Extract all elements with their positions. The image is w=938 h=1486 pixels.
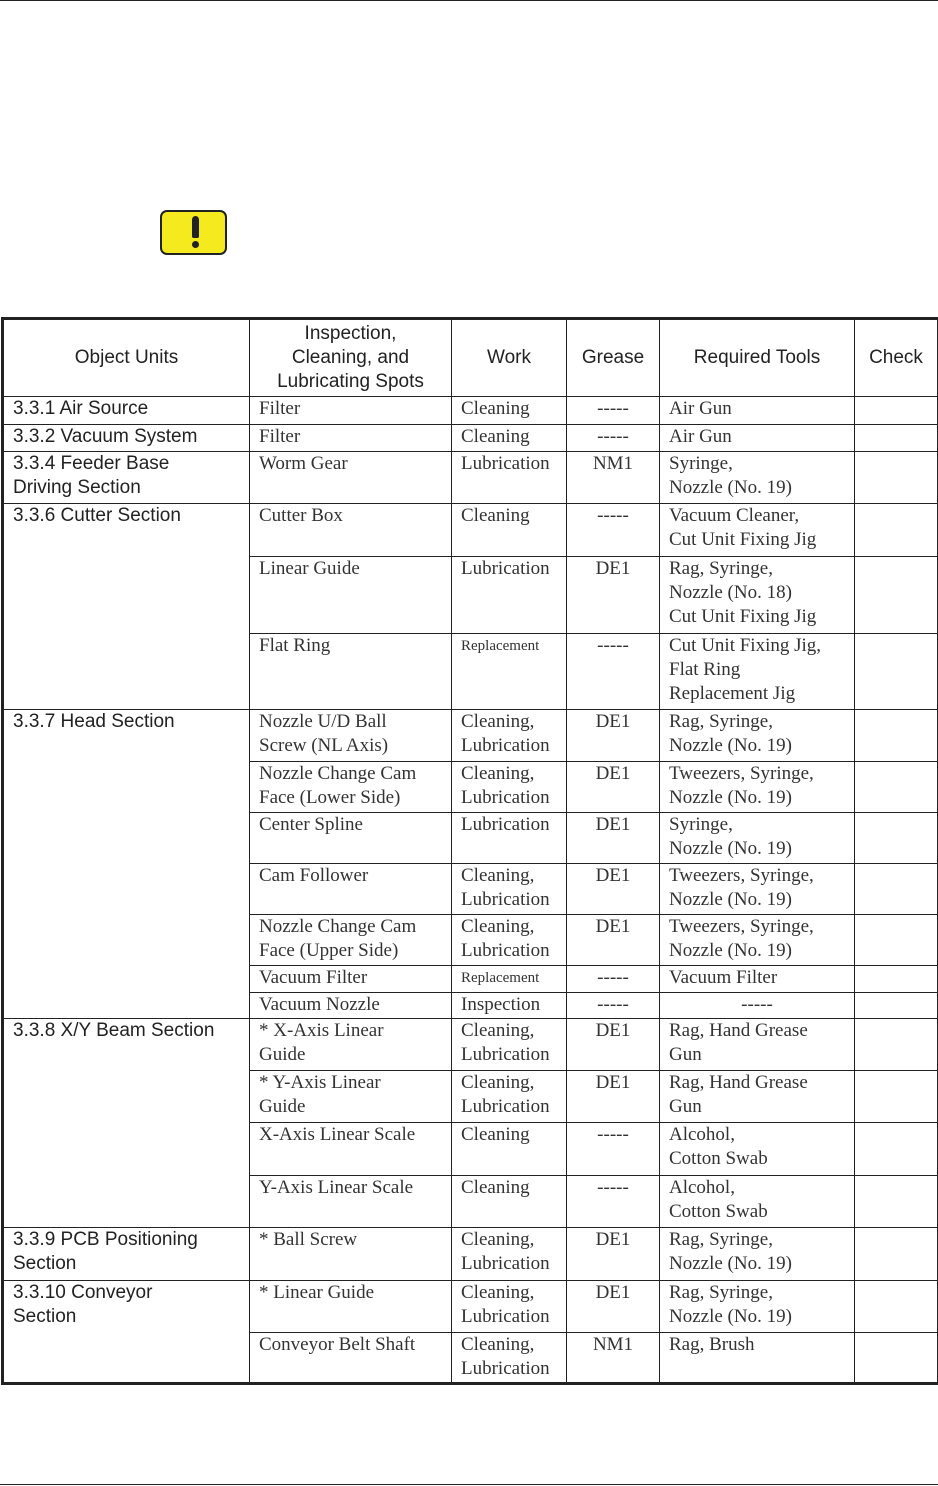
spot-cell: Filter (250, 425, 452, 452)
spot-cell: Linear Guide (250, 557, 452, 634)
spot-cell: Y-Axis Linear Scale (250, 1176, 452, 1228)
table-row (3, 1281, 938, 1333)
exclamation-warning-icon (160, 210, 227, 255)
spot-cell: Nozzle Change Cam Face (Upper Side) (250, 915, 452, 966)
grease-cell: ----- (567, 1123, 660, 1176)
object-unit-cell: 3.3.8 X/Y Beam Section (3, 1019, 250, 1228)
check-cell[interactable] (855, 397, 938, 425)
object-unit-cell: 3.3.4 Feeder Base Driving Section (3, 452, 250, 504)
check-cell[interactable] (855, 1071, 938, 1123)
object-unit-cell: 3.3.2 Vacuum System (3, 425, 250, 452)
check-cell[interactable] (855, 710, 938, 762)
check-cell[interactable] (855, 864, 938, 915)
check-cell[interactable] (855, 425, 938, 452)
check-cell[interactable] (855, 813, 938, 864)
spot-cell: Worm Gear (250, 452, 452, 504)
column-header-grease: Grease (567, 319, 660, 397)
tools-cell: Cut Unit Fixing Jig, Flat Ring Replacement Jig (660, 634, 855, 710)
work-cell: Lubrication (452, 557, 567, 634)
column-header-work: Work (452, 319, 567, 397)
check-cell[interactable] (855, 452, 938, 504)
work-cell: Cleaning (452, 504, 567, 557)
tools-cell: Vacuum Filter (660, 966, 855, 993)
column-header-inspection-spots: Inspection, Cleaning, and Lubricating Spots (250, 319, 452, 397)
check-cell[interactable] (855, 762, 938, 813)
work-cell: Cleaning, Lubrication (452, 1071, 567, 1123)
grease-cell: DE1 (567, 1071, 660, 1123)
work-cell: Cleaning, Lubrication (452, 1019, 567, 1071)
grease-cell: ----- (567, 1176, 660, 1228)
table-row (3, 1019, 938, 1071)
check-cell[interactable] (855, 1228, 938, 1281)
spot-cell: Cam Follower (250, 864, 452, 915)
grease-cell: ----- (567, 634, 660, 710)
check-cell[interactable] (855, 504, 938, 557)
tools-cell: Tweezers, Syringe, Nozzle (No. 19) (660, 762, 855, 813)
tools-cell: Rag, Syringe, Nozzle (No. 19) (660, 1228, 855, 1281)
grease-cell: NM1 (567, 452, 660, 504)
spot-cell: Center Spline (250, 813, 452, 864)
check-cell[interactable] (855, 1176, 938, 1228)
work-cell: Replacement (452, 966, 567, 993)
work-cell: Cleaning (452, 425, 567, 452)
work-cell: Lubrication (452, 452, 567, 504)
work-cell: Cleaning, Lubrication (452, 1228, 567, 1281)
work-cell: Lubrication (452, 813, 567, 864)
grease-cell: DE1 (567, 864, 660, 915)
grease-cell: DE1 (567, 915, 660, 966)
grease-cell: DE1 (567, 1228, 660, 1281)
table-row (3, 425, 938, 452)
object-unit-cell: 3.3.10 Conveyor Section (3, 1281, 250, 1384)
object-unit-cell: 3.3.7 Head Section (3, 710, 250, 1019)
column-header-required-tools: Required Tools (660, 319, 855, 397)
table-row (3, 397, 938, 425)
check-cell[interactable] (855, 557, 938, 634)
spot-cell: * Ball Screw (250, 1228, 452, 1281)
tools-cell: Rag, Hand Grease Gun (660, 1071, 855, 1123)
grease-cell: DE1 (567, 710, 660, 762)
table-row (3, 1228, 938, 1281)
tools-cell: Alcohol, Cotton Swab (660, 1176, 855, 1228)
grease-cell: DE1 (567, 762, 660, 813)
table-row (3, 504, 938, 557)
header-rule (0, 0, 938, 1)
check-cell[interactable] (855, 915, 938, 966)
spot-cell: Flat Ring (250, 634, 452, 710)
work-cell: Inspection (452, 993, 567, 1019)
spot-cell: Vacuum Nozzle (250, 993, 452, 1019)
work-cell: Cleaning, Lubrication (452, 1281, 567, 1333)
work-cell: Cleaning (452, 1123, 567, 1176)
grease-cell: DE1 (567, 813, 660, 864)
tools-cell: Tweezers, Syringe, Nozzle (No. 19) (660, 915, 855, 966)
tools-cell: Rag, Syringe, Nozzle (No. 19) (660, 1281, 855, 1333)
object-unit-cell: 3.3.1 Air Source (3, 397, 250, 425)
check-cell[interactable] (855, 1333, 938, 1384)
spot-cell: * X-Axis Linear Guide (250, 1019, 452, 1071)
object-unit-cell: 3.3.6 Cutter Section (3, 504, 250, 710)
grease-cell: ----- (567, 397, 660, 425)
tools-cell: Tweezers, Syringe, Nozzle (No. 19) (660, 864, 855, 915)
table-row (3, 710, 938, 762)
grease-cell: NM1 (567, 1333, 660, 1384)
tools-cell: Rag, Brush (660, 1333, 855, 1384)
check-cell[interactable] (855, 634, 938, 710)
grease-cell: ----- (567, 993, 660, 1019)
grease-cell: ----- (567, 425, 660, 452)
work-cell: Cleaning, Lubrication (452, 864, 567, 915)
spot-cell: * Y-Axis Linear Guide (250, 1071, 452, 1123)
tools-cell: Rag, Hand Grease Gun (660, 1019, 855, 1071)
tools-cell: Vacuum Cleaner, Cut Unit Fixing Jig (660, 504, 855, 557)
check-cell[interactable] (855, 1281, 938, 1333)
tools-cell: Rag, Syringe, Nozzle (No. 19) (660, 710, 855, 762)
check-cell[interactable] (855, 1019, 938, 1071)
spot-cell: X-Axis Linear Scale (250, 1123, 452, 1176)
check-cell[interactable] (855, 1123, 938, 1176)
work-cell: Cleaning, Lubrication (452, 762, 567, 813)
object-unit-cell: 3.3.9 PCB Positioning Section (3, 1228, 250, 1281)
grease-cell: DE1 (567, 1281, 660, 1333)
work-cell: Cleaning, Lubrication (452, 1333, 567, 1384)
maintenance-table (1, 317, 938, 1385)
spot-cell: Filter (250, 397, 452, 425)
tools-cell: Syringe, Nozzle (No. 19) (660, 452, 855, 504)
column-header-check: Check (855, 319, 938, 397)
tools-cell: Air Gun (660, 425, 855, 452)
check-cell[interactable] (855, 993, 938, 1019)
footer-rule (0, 1484, 938, 1485)
tools-cell: Rag, Syringe, Nozzle (No. 18) Cut Unit Fixing Jig (660, 557, 855, 634)
spot-cell: Nozzle Change Cam Face (Lower Side) (250, 762, 452, 813)
grease-cell: ----- (567, 504, 660, 557)
grease-cell: DE1 (567, 557, 660, 634)
spot-cell: Vacuum Filter (250, 966, 452, 993)
work-cell: Cleaning (452, 397, 567, 425)
spot-cell: Cutter Box (250, 504, 452, 557)
spot-cell: * Linear Guide (250, 1281, 452, 1333)
tools-cell: ----- (660, 993, 855, 1019)
spot-cell: Conveyor Belt Shaft (250, 1333, 452, 1384)
grease-cell: ----- (567, 966, 660, 993)
tools-cell: Air Gun (660, 397, 855, 425)
table-row (3, 452, 938, 504)
work-cell: Cleaning, Lubrication (452, 710, 567, 762)
check-cell[interactable] (855, 966, 938, 993)
work-cell: Cleaning (452, 1176, 567, 1228)
spot-cell: Nozzle U/D Ball Screw (NL Axis) (250, 710, 452, 762)
work-cell: Cleaning, Lubrication (452, 915, 567, 966)
tools-cell: Alcohol, Cotton Swab (660, 1123, 855, 1176)
column-header-object-units: Object Units (3, 319, 250, 397)
work-cell: Replacement (452, 634, 567, 710)
tools-cell: Syringe, Nozzle (No. 19) (660, 813, 855, 864)
grease-cell: DE1 (567, 1019, 660, 1071)
